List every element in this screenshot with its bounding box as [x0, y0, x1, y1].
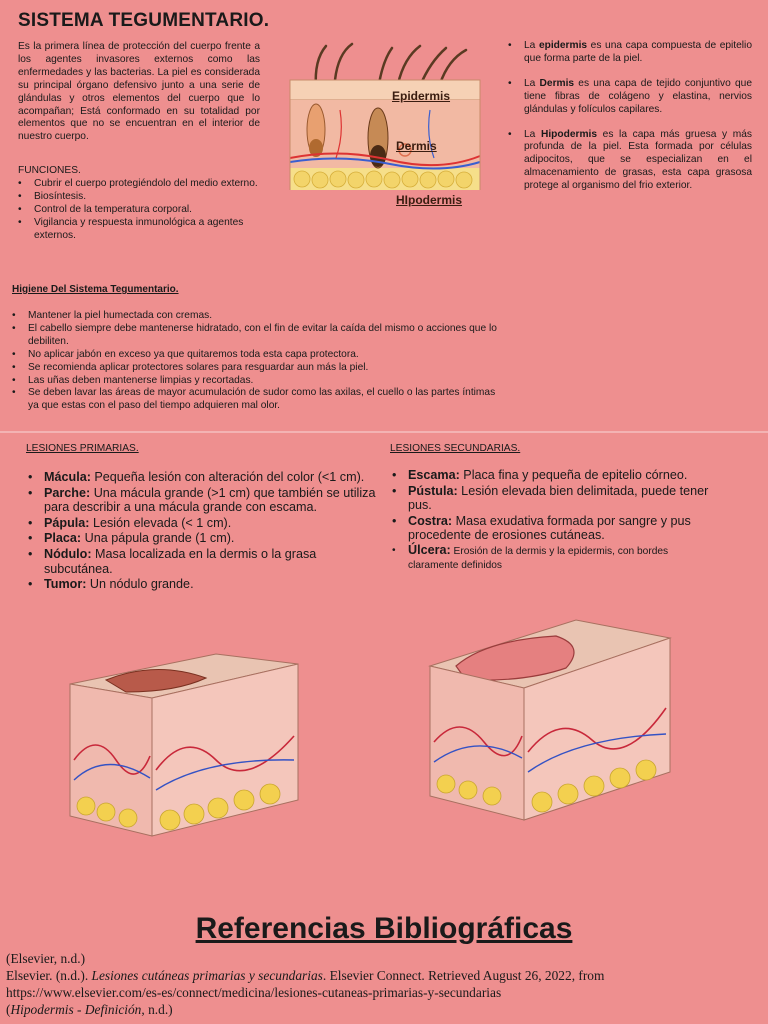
primary-lesion-illustration [66, 640, 302, 840]
higiene-list [12, 310, 502, 413]
layers-list [508, 40, 752, 205]
list-item: • Mácula: Pequeña lesión con alteración del color (<1 cm). [26, 470, 378, 485]
list-item: • El cabello siempre debe mantenerse hidratado, con el fin de evitar la caída del mismo o acciones que lo debiliten. [12, 323, 502, 349]
list-item: • Nódulo: Masa localizada en la dermis o la grasa subcutánea. [26, 547, 378, 576]
list-item: • Control de la temperatura corporal. [18, 204, 258, 217]
epidermis-label: Epidermis [392, 89, 451, 103]
lesiones-primarias-title: LESIONES PRIMARIAS. [26, 443, 139, 454]
list-item: • Úlcera: Erosión de la dermis y la epidermis, con bordes claramente definidos [390, 544, 716, 572]
hipodermis-label: HIpodermis [396, 193, 463, 207]
list-item: • La Dermis es una capa de tejido conjuntivo que tiene fibras de colágeno y elastina, nervios glándulas y folículos capilares. [508, 78, 752, 117]
page-title: SISTEMA TEGUMENTARIO. [18, 10, 270, 31]
funciones-title: FUNCIONES. [18, 165, 81, 176]
list-item: • Parche: Una mácula grande (>1 cm) que también se utiliza para describir a una mácula grande con escama. [26, 486, 378, 515]
reference-url: https://www.elsevier.com/es-es/connect/medicina/lesiones-cutaneas-primarias-y-secundarias [6, 985, 502, 1000]
lesiones-secundarias-list [390, 468, 716, 573]
list-item: • Pústula: Lesión elevada bien delimitada, puede tener pus. [390, 484, 716, 513]
dermis-label: Dermis [396, 139, 437, 153]
list-item: • Mantener la piel humectada con cremas. [12, 310, 502, 323]
intro-paragraph: Es la primera línea de protección del cuerpo frente a los agentes invasores externos como las enfermedades y las bacterias. La piel es considerada su principal órgano defensivo junto a una serie de glándulas y otros elementos del cuerpo que lo acompañan; Está conformado en su totalidad por elementos que no se encuentran en el interior de nuestro cuerpo. [18, 41, 260, 143]
list-item: • Cubrir el cuerpo protegiéndolo del medio externo. [18, 178, 258, 191]
list-item: • Biosíntesis. [18, 191, 258, 204]
list-item: • Costra: Masa exudativa formada por sangre y pus procedente de erosiones cutáneas. [390, 514, 716, 543]
lesiones-primarias-list [26, 470, 378, 593]
list-item: • Placa: Una pápula grande (1 cm). [26, 531, 378, 546]
higiene-title: Higiene Del Sistema Tegumentario. [12, 284, 179, 295]
skin-layers-illustration [280, 40, 495, 220]
lesiones-secundarias-title: LESIONES SECUNDARIAS. [390, 443, 521, 454]
reference-citation: (Hipodermis - Definición, n.d.) [6, 1002, 173, 1017]
list-item: • La Hipodermis es la capa más gruesa y más profunda de la piel. Esta formada por células adipocitos, que se especializan en el almacenamiento de grasas, esta capa grasosa protege al organismo del frio exterior. [508, 129, 752, 194]
references-block [6, 950, 766, 1018]
references-title: Referencias Bibliográficas [195, 912, 573, 945]
list-item: • Pápula: Lesión elevada (< 1 cm). [26, 516, 378, 531]
secondary-lesion-illustration [426, 616, 674, 822]
list-item: • Escama: Placa fina y pequeña de epitelio córneo. [390, 468, 716, 483]
list-item: • Vigilancia y respuesta inmunológica a agentes externos. [18, 217, 258, 243]
funciones-list [18, 178, 258, 243]
list-item: • La epidermis es una capa compuesta de epitelio que forma parte de la piel. [508, 40, 752, 66]
reference-citation: (Elsevier, n.d.) [6, 951, 86, 966]
list-item: • Se recomienda aplicar protectores solares para resguardar aun más la piel. [12, 362, 502, 375]
list-item: • Las uñas deben mantenerse limpias y recortadas. [12, 375, 502, 388]
list-item: • Se deben lavar las áreas de mayor acumulación de sudor como las axilas, el cuello o las partes íntimas ya que estas con el paso del tiempo adquieren mal olor. [12, 387, 502, 413]
list-item: • Tumor: Un nódulo grande. [26, 577, 378, 592]
section-divider [0, 431, 768, 433]
list-item: • No aplicar jabón en exceso ya que quitaremos toda esta capa protectora. [12, 349, 502, 362]
reference-entry: Elsevier. (n.d.). Lesiones cutáneas primarias y secundarias. Elsevier Connect. Retrieved August 26, 2022, from [6, 968, 605, 983]
